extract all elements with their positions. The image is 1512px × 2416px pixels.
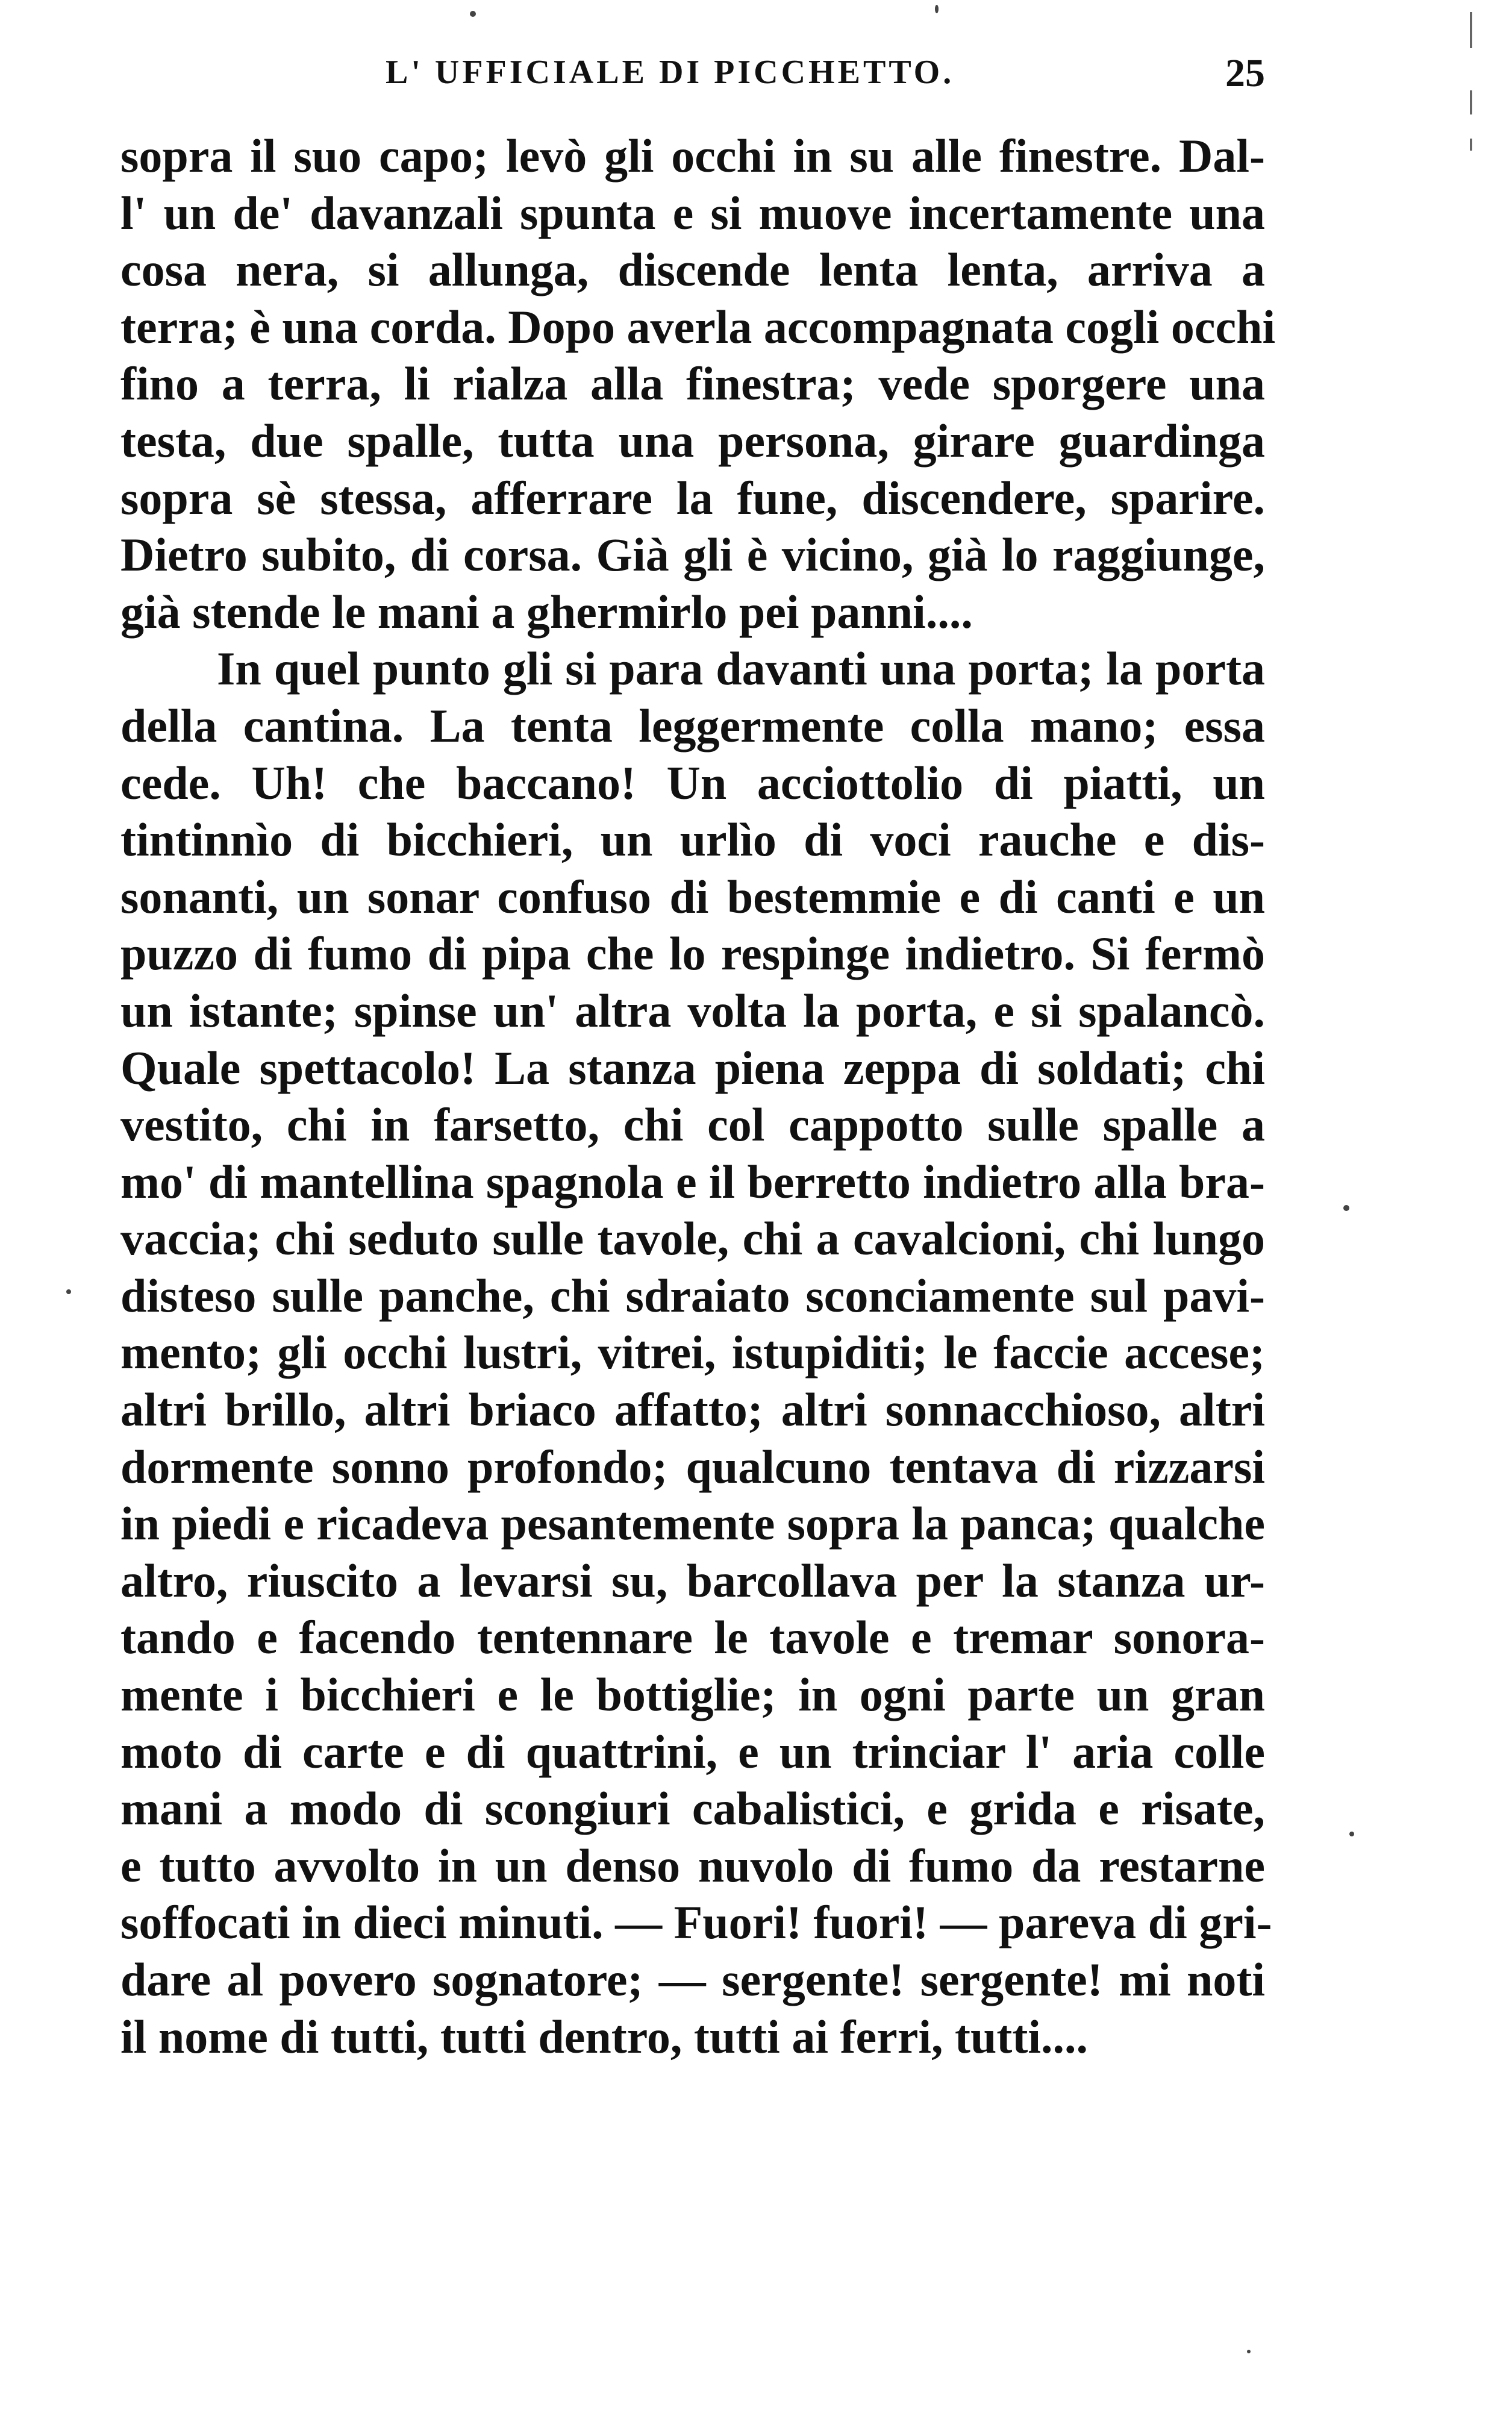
text-line: moto di carte e di quattrini, e un trinciar l' aria colle: [120, 1725, 1265, 1778]
text-line: un istante; spinse un' altra volta la porta, e si spalancò.: [120, 984, 1265, 1037]
text-line: tintinnìo di bicchieri, un urlìo di voci rauche e dis-: [120, 813, 1265, 866]
page-number: 25: [1225, 51, 1265, 95]
text-line: mo' di mantellina spagnola e il berretto indietro alla bra-: [120, 1155, 1265, 1208]
text-line: sonanti, un sonar confuso di bestemmie e di canti e un: [120, 870, 1265, 923]
scan-speck: [1247, 2350, 1251, 2353]
text-line: il nome di tutti, tutti dentro, tutti ai ferri, tutti....: [120, 2010, 1089, 2063]
text-line: mani a modo di scongiuri cabalistici, e grida e risate,: [120, 1782, 1265, 1835]
text-line: cosa nera, si allunga, discende lenta lenta, arriva a: [120, 243, 1265, 296]
text-line: disteso sulle panche, chi sdraiato sconciamente sul pavi-: [120, 1269, 1265, 1322]
text-line: testa, due spalle, tutta una persona, girare guardinga: [120, 414, 1265, 467]
text-line: altro, riuscito a levarsi su, barcollava per la stanza ur-: [120, 1554, 1265, 1607]
text-line: terra; è una corda. Dopo averla accompagnata cogli occhi: [120, 300, 1276, 353]
text-line: e tutto avvolto in un denso nuvolo di fumo da restarne: [120, 1839, 1265, 1892]
scan-speck: [1343, 1205, 1349, 1211]
text-line: Quale spettacolo! La stanza piena zeppa di soldati; chi: [120, 1041, 1265, 1094]
text-line: sopra sè stessa, afferrare la fune, discendere, sparire.: [120, 471, 1265, 524]
text-line: sopra il suo capo; levò gli occhi in su alle finestre. Dal-: [120, 130, 1265, 182]
scan-speck: [470, 11, 476, 17]
text-line: dare al povero sognatore; — sergente! sergente! mi noti: [120, 1953, 1265, 2006]
text-line: della cantina. La tenta leggermente colla mano; essa: [120, 699, 1265, 752]
text-line: l' un de' davanzali spunta e si muove incertamente una: [120, 186, 1265, 239]
body-text: [120, 128, 1276, 2065]
paragraph-first-line: In quel punto gli si para davanti una porta; la porta: [217, 642, 1265, 695]
scan-edge-mark: [1470, 12, 1472, 48]
text-line: mente i bicchieri e le bottiglie; in ogni parte un gran: [120, 1668, 1265, 1721]
text-line: in piedi e ricadeva pesantemente sopra la panca; qualche: [120, 1497, 1265, 1550]
running-header: [386, 53, 1265, 107]
scan-edge-mark: [1470, 90, 1472, 114]
text-line: cede. Uh! che baccano! Un acciottolio di piatti, un: [120, 756, 1265, 809]
running-title: L' UFFICIALE DI PICCHETTO.: [386, 54, 955, 91]
scan-edge-mark: [1470, 139, 1472, 151]
text-line: vaccia; chi seduto sulle tavole, chi a cavalcioni, chi lungo: [120, 1212, 1265, 1265]
text-line: dormente sonno profondo; qualcuno tentava di rizzarsi: [120, 1440, 1265, 1493]
text-line: fino a terra, li rialza alla finestra; vede sporgere una: [120, 357, 1265, 410]
text-line: tando e facendo tentennare le tavole e tremar sonora-: [120, 1611, 1265, 1664]
text-line: Dietro subito, di corsa. Già gli è vicino, già lo raggiunge,: [120, 528, 1265, 581]
scan-speck: [66, 1289, 71, 1294]
text-line: altri brillo, altri briaco affatto; altri sonnacchioso, altri: [120, 1383, 1265, 1436]
text-line: mento; gli occhi lustri, vitrei, istupiditi; le faccie accese;: [120, 1326, 1265, 1379]
scan-speck: [1349, 1832, 1354, 1836]
text-line: già stende le mani a ghermirlo pei panni....: [120, 585, 973, 638]
scan-speck: [935, 5, 939, 13]
text-line: puzzo di fumo di pipa che lo respinge indietro. Si fermò: [120, 927, 1265, 980]
text-line: soffocati in dieci minuti. — Fuori! fuori! — pareva di gri-: [120, 1896, 1272, 1949]
text-line: vestito, chi in farsetto, chi col cappotto sulle spalle a: [120, 1098, 1265, 1151]
